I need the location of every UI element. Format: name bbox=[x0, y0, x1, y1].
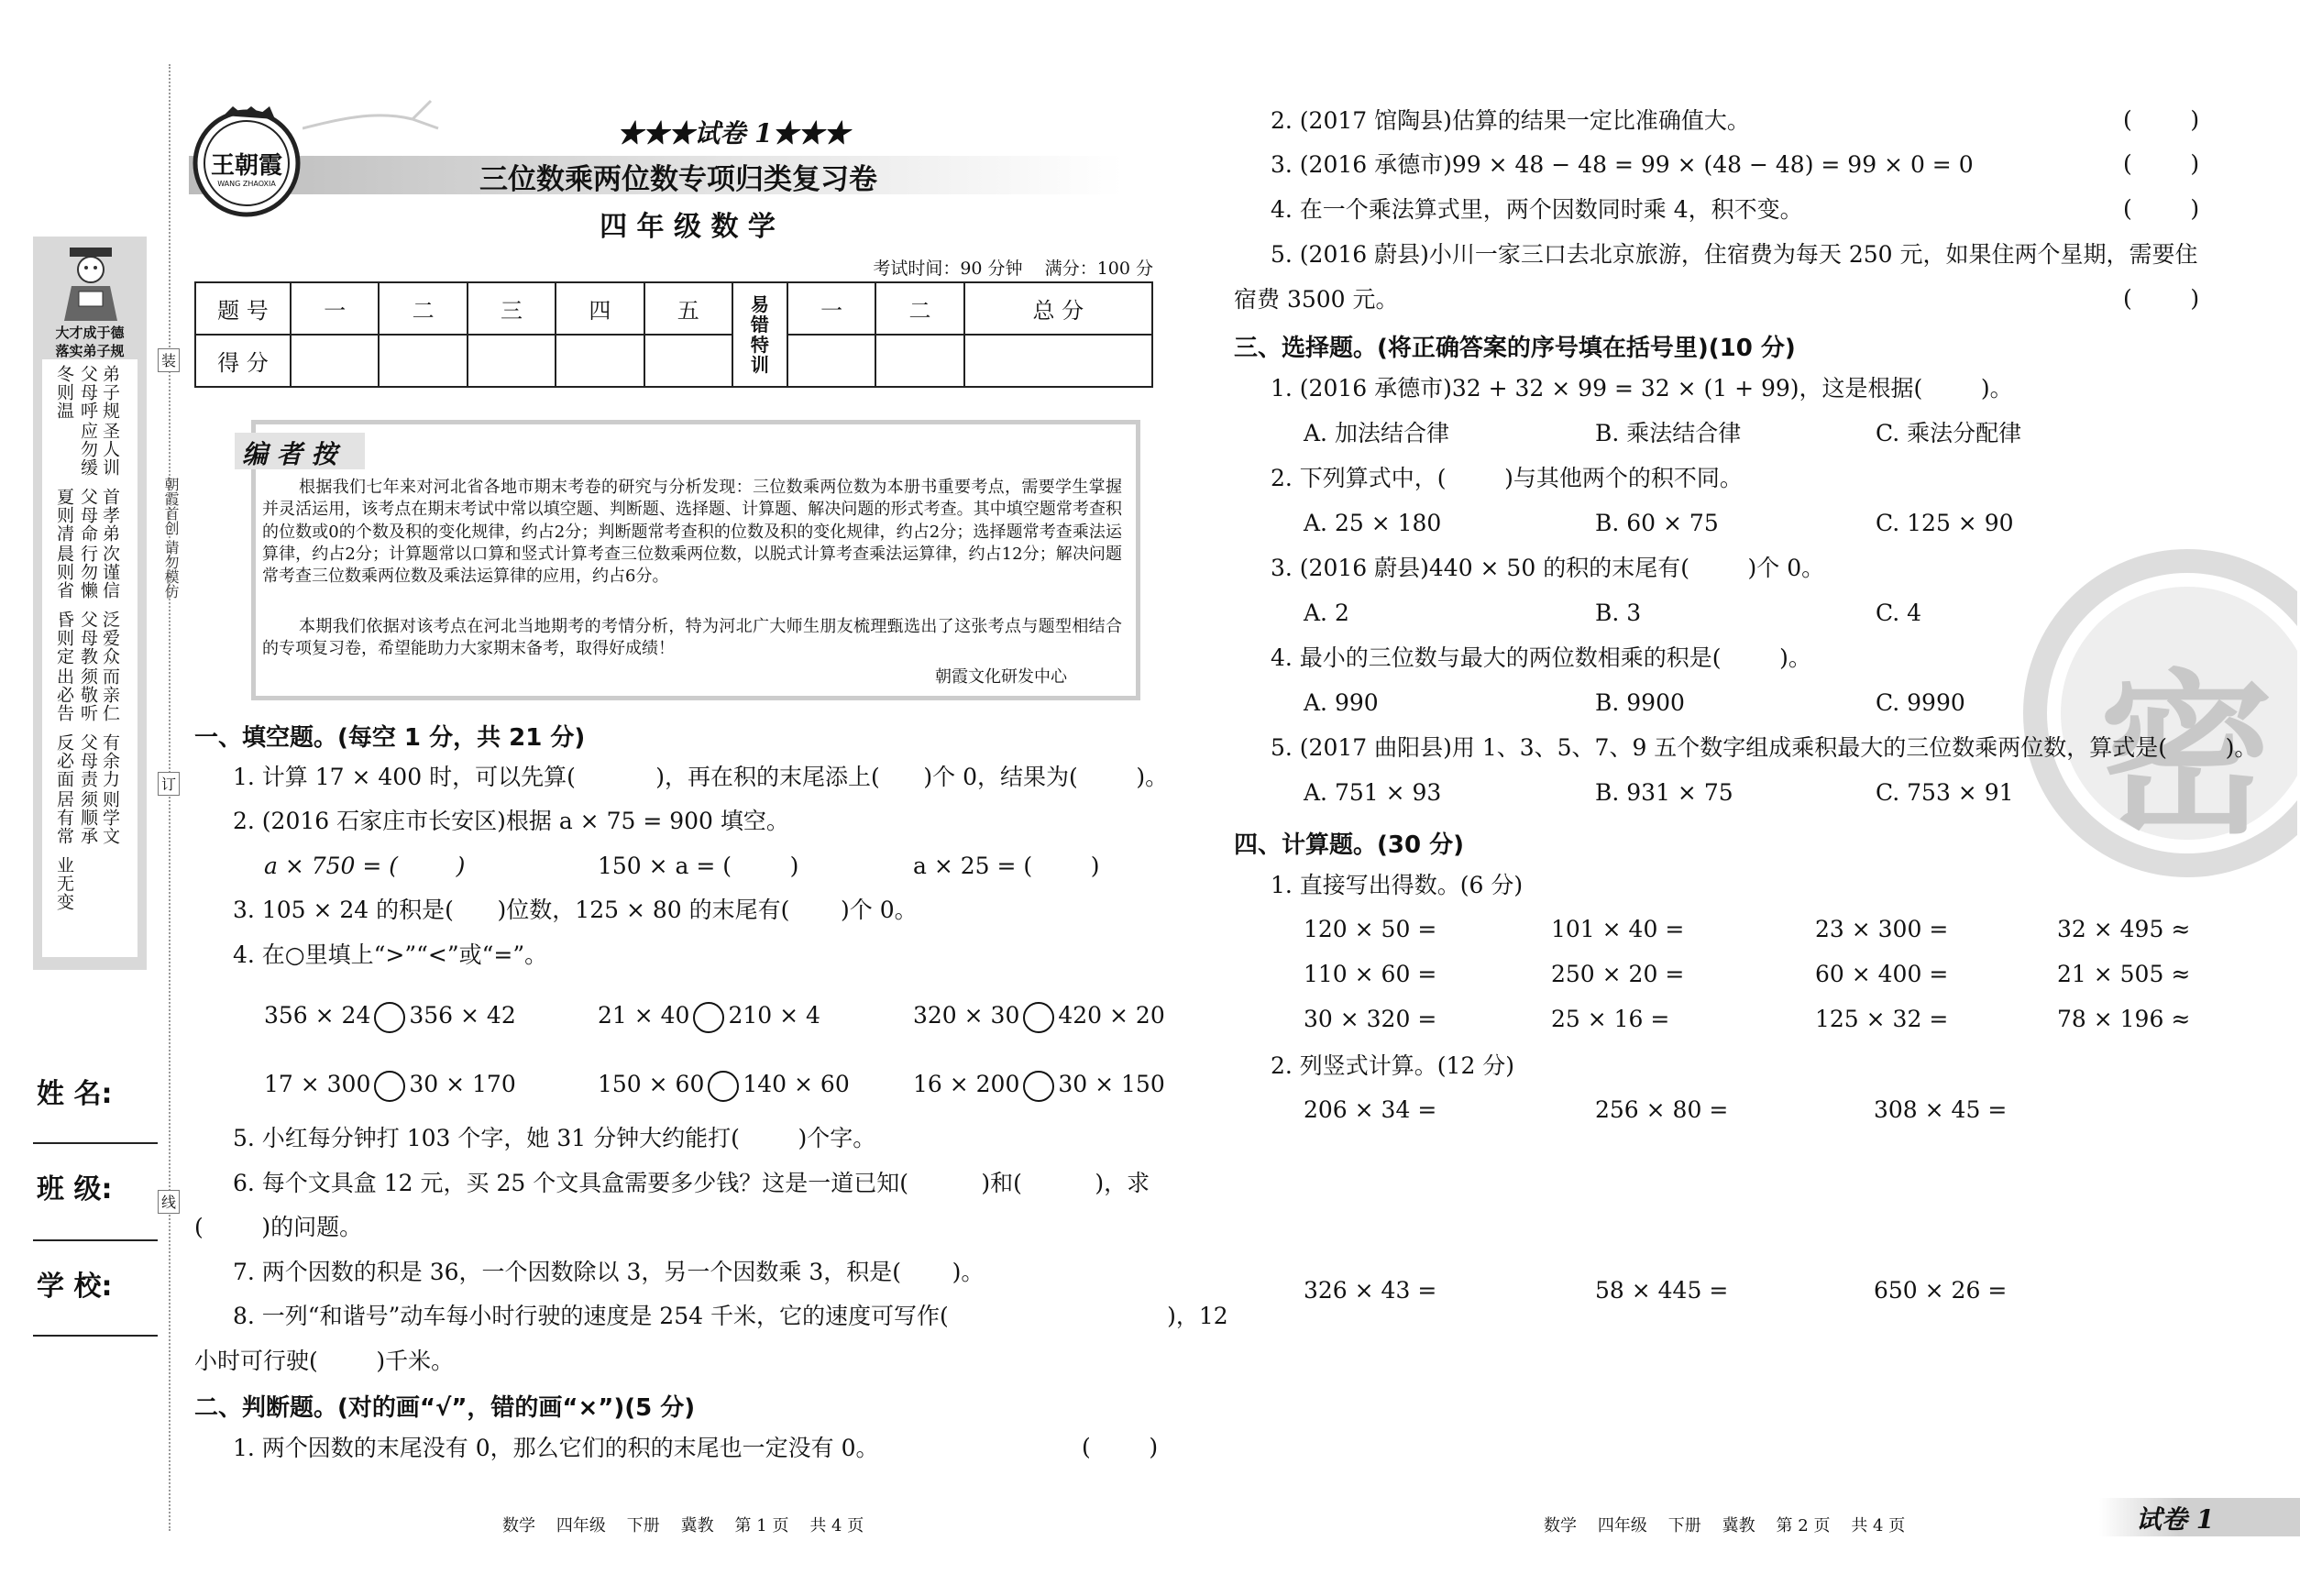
s1-q4: 4. 在○里填上“>”“<”或“=”。 bbox=[233, 941, 548, 968]
s2-item-4: 4. 在一个乘法算式里，两个因数同时乘 4，积不变。 bbox=[1271, 196, 1803, 223]
s3-option: B. 60 × 75 bbox=[1595, 510, 1719, 536]
s1-q2: 2. (2016 石家庄市长安区)根据 a × 75 = 900 填空。 bbox=[233, 808, 789, 834]
copyright-text: 朝霞首创 请勿模仿 bbox=[162, 477, 180, 600]
compare-item-2 bbox=[598, 1001, 820, 1033]
s3-option: B. 3 bbox=[1595, 600, 1642, 626]
score-cell[interactable] bbox=[875, 335, 963, 387]
editor-note-para1: 根据我们七年来对河北省各地市期末考卷的研究与分析发现：三位数乘两位数为本册书重要考点，需要学生掌握并灵活运用，该考点在期末考试中常以填空题、判断题、选择题、计算题、解决问题的形式考查。其中填空题常考查积的位数或0的个数及积的变化规律，约占2分；判断题常考查积的位数及积的变化规律，约占2分；选择题常考查乘法运算律，约占2分；计算题常以口算和竖式计算考查三位数乘两位数，以脱式计算考查乘法运算律，约占12分；解决问题常考查三位数乘两位数及乘法运算律的应用，约占6分。 bbox=[262, 478, 1122, 587]
sidebar-verse: 出必告 bbox=[54, 667, 74, 722]
s4-sub2: 2. 列竖式计算。(12 分) bbox=[1271, 1052, 1515, 1079]
s3-option: B. 931 × 75 bbox=[1595, 779, 1733, 806]
s1-q7: 7. 两个因数的积是 36，一个因数除以 3，另一个因数乘 3，积是( )。 bbox=[233, 1259, 985, 1285]
school-label: 学 校: bbox=[37, 1271, 113, 1303]
vertical-calc-item: 58 × 445 = bbox=[1595, 1277, 1729, 1304]
score-cell[interactable] bbox=[468, 335, 556, 387]
s1-q2c: a × 25 = ( ) bbox=[913, 853, 1100, 879]
sidebar-verse: 须顺承 bbox=[78, 790, 98, 845]
compare-circle-input[interactable] bbox=[374, 1071, 405, 1102]
sidebar-verse: 而亲仁 bbox=[100, 667, 120, 722]
s1-q8a: 8. 一列“和谐号”动车每小时行驶的速度是 254 千米，它的速度可写作( )，12 bbox=[233, 1303, 1228, 1329]
s2-item-5b: 宿费 3500 元。 bbox=[1234, 286, 1399, 313]
s3-option: A. 990 bbox=[1304, 689, 1379, 716]
compare-left: 320 × 30 bbox=[913, 1002, 1020, 1029]
score-total: 总 分 bbox=[964, 282, 1152, 335]
compare-left: 150 × 60 bbox=[598, 1071, 705, 1097]
s3-question: 5. (2017 曲阳县)用 1、3、5、7、9 五个数字组成乘积最大的三位数乘两位数，算式是( )。 bbox=[1271, 734, 2258, 761]
sidebar-verse: 应勿缓 bbox=[78, 422, 98, 477]
s1-q6b: ( )的问题。 bbox=[194, 1214, 363, 1240]
logo bbox=[189, 103, 304, 218]
s3-option: A. 2 bbox=[1304, 600, 1349, 626]
score-col-2: 二 bbox=[379, 282, 467, 335]
sidebar-verse: 反必面 bbox=[54, 733, 74, 788]
score-cell[interactable] bbox=[379, 335, 467, 387]
s1-q2a: a × 750 = ( ) bbox=[264, 853, 466, 879]
s3-question: 3. (2016 蔚县)440 × 50 的积的末尾有( )个 0。 bbox=[1271, 555, 1825, 581]
compare-item-6 bbox=[913, 1070, 1165, 1102]
s3-option: B. 9900 bbox=[1595, 689, 1685, 716]
sidebar-verse: 父母教 bbox=[78, 611, 98, 666]
class-underline bbox=[33, 1239, 158, 1241]
score-mid-label-text: 易错特训 bbox=[750, 293, 769, 376]
score-table-header-row bbox=[195, 282, 1152, 335]
s1-q8b: 小时可行驶( )千米。 bbox=[194, 1348, 455, 1374]
sidebar-verse: 首孝弟 bbox=[100, 488, 120, 543]
s1-q1: 1. 计算 17 × 400 时，可以先算( )，再在积的末尾添上( )个 0，结果为( )。 bbox=[233, 764, 1169, 790]
oral-calc-item: 30 × 320 = bbox=[1304, 1006, 1437, 1032]
logo-subtext: WANG ZHAOXIA bbox=[217, 180, 276, 188]
score-cell[interactable] bbox=[291, 335, 379, 387]
s2-item-2: 2. (2017 馆陶县)估算的结果一定比准确值大。 bbox=[1271, 107, 1750, 134]
s3-option: C. 4 bbox=[1876, 600, 1922, 626]
compare-circle-input[interactable] bbox=[374, 1002, 405, 1033]
s1-q3: 3. 105 × 24 的积是( )位数，125 × 80 的末尾有( )个 0。 bbox=[233, 897, 918, 923]
editor-note-title: 编 者 按 bbox=[242, 439, 337, 469]
vertical-calc-item: 650 × 26 = bbox=[1874, 1277, 2008, 1304]
s3-option: A. 加法结合律 bbox=[1304, 420, 1449, 446]
stamp-text: 密 bbox=[2099, 655, 2274, 857]
footer-left: 数学 四年级 下册 冀教 第 1 页 共 4 页 bbox=[502, 1516, 864, 1535]
vertical-calc-item: 326 × 43 = bbox=[1304, 1277, 1437, 1304]
name-underline bbox=[33, 1142, 158, 1144]
footer-right: 数学 四年级 下册 冀教 第 2 页 共 4 页 bbox=[1544, 1516, 1906, 1535]
oral-calc-item: 32 × 495 ≈ bbox=[2057, 916, 2191, 942]
s3-option: C. 753 × 91 bbox=[1876, 779, 2014, 806]
copyright-note bbox=[147, 477, 180, 599]
sidebar-verse: 有余力 bbox=[100, 733, 120, 788]
compare-circle-input[interactable] bbox=[693, 1002, 724, 1033]
score-cell[interactable] bbox=[787, 335, 875, 387]
s3-question: 1. (2016 承德市)32 + 32 × 99 = 32 × (1 + 99)，这是根据( )。 bbox=[1271, 375, 2013, 402]
s3-option: A. 751 × 93 bbox=[1304, 779, 1442, 806]
oral-calc-item: 23 × 300 = bbox=[1815, 916, 1949, 942]
sidebar-verse: 父母命 bbox=[78, 488, 98, 543]
compare-circle-input[interactable] bbox=[708, 1071, 739, 1102]
sidebar-verse: 行勿懒 bbox=[78, 545, 98, 600]
sidebar-verse: 父母责 bbox=[78, 733, 98, 788]
binding-mark-3: 线 bbox=[158, 1190, 180, 1214]
section3-title: 三、选择题。(将正确答案的序号填在括号里)(10 分) bbox=[1234, 335, 1796, 362]
corner-tag: 试卷 1 bbox=[2136, 1504, 2215, 1535]
compare-left: 356 × 24 bbox=[264, 1002, 371, 1029]
compare-circle-input[interactable] bbox=[1023, 1071, 1054, 1102]
vertical-calc-item: 308 × 45 = bbox=[1874, 1096, 2008, 1123]
oral-calc-item: 101 × 40 = bbox=[1551, 916, 1685, 942]
oral-calc-item: 60 × 400 = bbox=[1815, 961, 1949, 987]
s3-question: 2. 下列算式中，( )与其他两个的积不同。 bbox=[1271, 465, 1743, 491]
compare-left: 16 × 200 bbox=[913, 1071, 1020, 1097]
sidebar-verse: 昏则定 bbox=[54, 611, 74, 666]
exam-info: 考试时间：90 分钟 满分：100 分 bbox=[873, 259, 1153, 279]
s1-q6a: 6. 每个文具盒 12 元，买 25 个文具盒需要多少钱？这是一道已知( )和( )，求 bbox=[233, 1170, 1150, 1196]
name-label: 姓 名: bbox=[37, 1078, 113, 1110]
score-table-row-label: 题 号 bbox=[195, 282, 291, 335]
binding-mark-2: 订 bbox=[158, 772, 180, 796]
sidebar-verse: 晨则省 bbox=[54, 545, 74, 600]
score-extra-col-1: 一 bbox=[787, 282, 875, 335]
score-extra-col-2: 二 bbox=[875, 282, 963, 335]
compare-item-1 bbox=[264, 1001, 516, 1033]
score-col-1: 一 bbox=[291, 282, 379, 335]
binding-dotted-line bbox=[169, 64, 171, 1531]
oral-calc-item: 125 × 32 = bbox=[1815, 1006, 1949, 1032]
sidebar-verse: 父母呼 bbox=[78, 365, 98, 420]
oral-calc-item: 21 × 505 ≈ bbox=[2057, 961, 2191, 987]
sidebar-verse: 居有常 bbox=[54, 790, 74, 845]
sidebar-motto-bottom: 落实弟子规 bbox=[55, 343, 125, 359]
oral-calc-item: 250 × 20 = bbox=[1551, 961, 1685, 987]
score-mid-label bbox=[732, 282, 787, 387]
editor-note-para2: 本期我们依据对该考点在河北当地期考的考情分析，特为河北广大师生朋友梳理甄选出了这张考点与题型相结合的专项复习卷，希望能助力大家期末备考，取得好成绩！ bbox=[262, 617, 1122, 659]
score-table bbox=[194, 281, 1153, 388]
s2-answer-bracket-5[interactable]: ( ) bbox=[2123, 285, 2200, 312]
s1-q2b: 150 × a = ( ) bbox=[598, 853, 799, 879]
compare-right: 30 × 170 bbox=[409, 1071, 516, 1097]
s1-q5: 5. 小红每分钟打 103 个字，她 31 分钟大约能打( )个字。 bbox=[233, 1125, 876, 1151]
s2-item-5: 5. (2016 蔚县)小川一家三口去北京旅游，住宿费为每天 250 元，如果住两个星期，需要住 bbox=[1271, 241, 2198, 268]
section4-title: 四、计算题。(30 分) bbox=[1234, 831, 1464, 859]
s3-option: C. 125 × 90 bbox=[1876, 510, 2014, 536]
s2-answer-bracket-2[interactable]: ( ) bbox=[2123, 106, 2200, 133]
page-subtitle: 四 年 级 数 学 bbox=[600, 211, 776, 243]
s2-answer-bracket-4[interactable]: ( ) bbox=[2123, 195, 2200, 222]
vertical-calc-item: 206 × 34 = bbox=[1304, 1096, 1437, 1123]
logo-text: 王朝霞 bbox=[210, 152, 282, 180]
score-col-4: 四 bbox=[556, 282, 644, 335]
compare-item-5 bbox=[598, 1070, 850, 1102]
sidebar-verse: 圣人训 bbox=[100, 422, 120, 477]
compare-item-4 bbox=[264, 1070, 516, 1102]
compare-left: 21 × 40 bbox=[598, 1002, 690, 1029]
oral-calc-item: 110 × 60 = bbox=[1304, 961, 1437, 987]
sidebar-verse: 泛爱众 bbox=[100, 611, 120, 666]
compare-right: 420 × 20 bbox=[1058, 1002, 1165, 1029]
class-label: 班 级: bbox=[37, 1173, 113, 1205]
s2-answer-bracket-1[interactable]: ( ) bbox=[1082, 1434, 1159, 1460]
compare-right: 210 × 4 bbox=[728, 1002, 820, 1029]
editor-note-signature: 朝霞文化研发中心 bbox=[935, 667, 1067, 687]
s2-item-3: 3. (2016 承德市)99 × 48 − 48 = 99 × (48 − 48) = 99 × 0 = 0 bbox=[1271, 151, 1974, 178]
section2-title: 二、判断题。(对的画“√”，错的画“×”)(5 分) bbox=[194, 1394, 696, 1422]
sidebar-verse: 业无变 bbox=[54, 856, 74, 911]
compare-left: 17 × 300 bbox=[264, 1071, 371, 1097]
sidebar-verse: 次谨信 bbox=[100, 545, 120, 600]
score-col-3: 三 bbox=[468, 282, 556, 335]
vertical-calc-item: 256 × 80 = bbox=[1595, 1096, 1729, 1123]
sidebar-motto-top: 大才成于德 bbox=[55, 325, 125, 341]
s2-answer-bracket-3[interactable]: ( ) bbox=[2123, 150, 2200, 177]
oral-calc-item: 25 × 16 = bbox=[1551, 1006, 1670, 1032]
score-row2-label: 得 分 bbox=[195, 335, 291, 387]
section1-title: 一、填空题。(每空 1 分，共 21 分) bbox=[194, 724, 586, 752]
score-table-value-row bbox=[195, 335, 1152, 387]
s3-option: A. 25 × 180 bbox=[1304, 510, 1442, 536]
sidebar-verse: 则学文 bbox=[100, 790, 120, 845]
page-title: 三位数乘两位数专项归类复习卷 bbox=[479, 163, 877, 196]
scholar-illustration bbox=[51, 240, 130, 325]
oral-calc-item: 78 × 196 ≈ bbox=[2057, 1006, 2191, 1032]
s3-option: B. 乘法结合律 bbox=[1595, 420, 1742, 446]
sidebar-verse: 夏则凊 bbox=[54, 488, 74, 543]
s3-option: C. 乘法分配律 bbox=[1876, 420, 2022, 446]
compare-item-3 bbox=[913, 1001, 1165, 1033]
oral-calc-item: 120 × 50 = bbox=[1304, 916, 1437, 942]
compare-circle-input[interactable] bbox=[1023, 1002, 1054, 1033]
score-cell[interactable] bbox=[644, 335, 732, 387]
school-underline bbox=[33, 1335, 158, 1337]
s2-item-1: 1. 两个因数的末尾没有 0，那么它们的积的末尾也一定没有 0。 bbox=[233, 1435, 879, 1461]
s4-sub1: 1. 直接写出得数。(6 分) bbox=[1271, 872, 1524, 898]
paper-tag: ★★★试卷 1★★★ bbox=[617, 118, 850, 149]
s3-option: C. 9990 bbox=[1876, 689, 1965, 716]
sidebar-verse: 弟子规 bbox=[100, 365, 120, 420]
compare-right: 140 × 60 bbox=[743, 1071, 850, 1097]
sidebar-verse: 须敬听 bbox=[78, 667, 98, 722]
compare-right: 356 × 42 bbox=[409, 1002, 516, 1029]
sidebar-verse: 冬则温 bbox=[54, 365, 74, 420]
score-cell[interactable] bbox=[964, 335, 1152, 387]
ribbon-decoration bbox=[303, 92, 440, 147]
s3-question: 4. 最小的三位数与最大的两位数相乘的积是( )。 bbox=[1271, 644, 1811, 671]
score-col-5: 五 bbox=[644, 282, 732, 335]
compare-right: 30 × 150 bbox=[1058, 1071, 1165, 1097]
score-cell[interactable] bbox=[556, 335, 644, 387]
binding-mark-1: 装 bbox=[158, 348, 180, 372]
